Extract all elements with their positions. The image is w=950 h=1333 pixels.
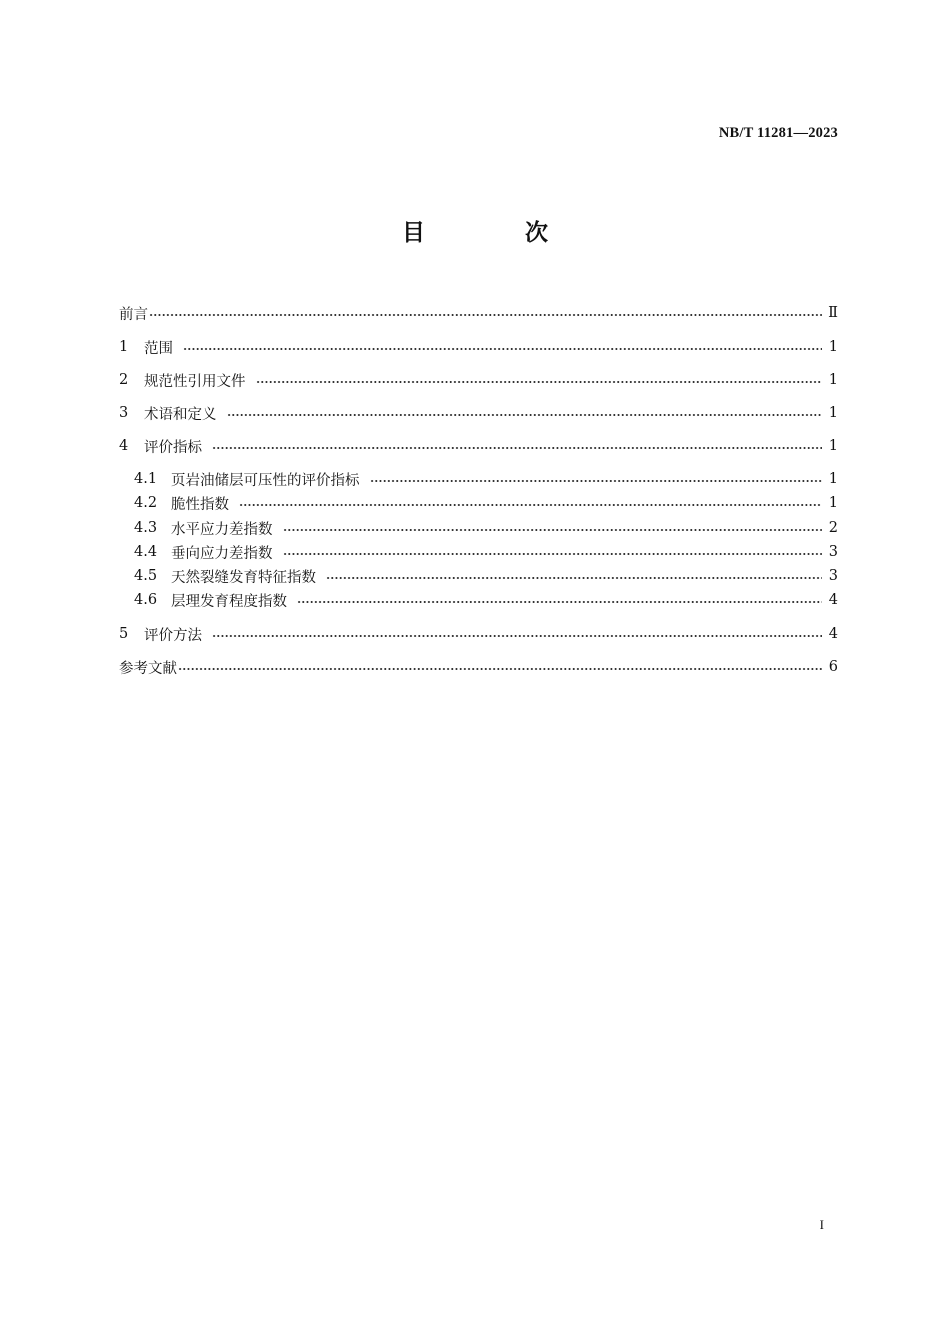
toc-label: 垂向应力差指数 (171, 545, 273, 562)
toc-label: 天然裂缝发育特征指数 (171, 569, 316, 586)
dot-leader (297, 600, 822, 604)
toc-page-number: 2 (828, 520, 838, 536)
toc-number: 3 (119, 405, 129, 421)
toc-number: 4.1 (134, 471, 158, 487)
toc-number: 4.2 (134, 495, 158, 511)
toc-page-number: 1 (828, 495, 838, 511)
dot-leader (212, 446, 822, 450)
toc-page-number: 6 (828, 659, 838, 675)
toc-page-number: 3 (828, 568, 838, 584)
toc-entry-5[interactable] (119, 623, 838, 645)
toc-entry-3[interactable] (119, 402, 838, 424)
toc-number: 4.4 (134, 544, 158, 560)
toc-entry-2[interactable] (119, 369, 838, 391)
dot-leader (227, 413, 823, 417)
toc-number: 2 (119, 372, 129, 388)
toc-label: 水平应力差指数 (171, 521, 273, 538)
toc-page-number: 3 (828, 544, 838, 560)
toc-page-number: 4 (828, 626, 838, 642)
dot-leader (326, 576, 822, 580)
toc-label: 层理发育程度指数 (171, 593, 287, 610)
toc-label: 前言 (119, 306, 148, 323)
page-title: 目 次 (401, 220, 594, 246)
toc-number: 4.6 (134, 592, 158, 608)
toc-number: 4.5 (134, 568, 158, 584)
standard-code: NB/T 11281—2023 (718, 125, 838, 141)
dot-leader (283, 528, 823, 532)
toc-number: 4.3 (134, 520, 158, 536)
toc-entry-4-3[interactable] (134, 517, 838, 539)
toc-page-number: 4 (828, 592, 838, 608)
toc-label: 参考文献 (119, 660, 177, 677)
dot-leader (149, 313, 822, 317)
dot-leader (239, 503, 822, 507)
toc-label: 术语和定义 (144, 406, 217, 423)
dot-leader (283, 552, 823, 556)
toc-label: 范围 (144, 340, 173, 357)
footer-page-number: I (819, 1217, 824, 1232)
toc-entry-1[interactable] (119, 336, 838, 358)
toc-entry-4-6[interactable] (134, 589, 838, 611)
toc-label: 页岩油储层可压性的评价指标 (171, 472, 360, 489)
toc-label: 脆性指数 (171, 496, 229, 513)
toc-page-number: 1 (828, 438, 838, 454)
toc-entry-4-5[interactable] (134, 565, 838, 587)
toc-page-number: 1 (828, 405, 838, 421)
toc-label: 评价指标 (144, 439, 202, 456)
toc-entry-4-2[interactable] (134, 492, 838, 514)
toc-label: 规范性引用文件 (144, 373, 246, 390)
dot-leader (370, 479, 823, 483)
toc-number: 4 (119, 438, 129, 454)
toc-entry-preface[interactable] (119, 302, 838, 324)
dot-leader (256, 380, 823, 384)
toc-number: 1 (119, 339, 129, 355)
dot-leader (178, 667, 822, 671)
dot-leader (183, 347, 822, 351)
toc-number: 5 (119, 626, 129, 642)
toc-label: 评价方法 (144, 627, 202, 644)
toc-page-number: 1 (828, 339, 838, 355)
toc-entry-4-4[interactable] (134, 541, 838, 563)
toc-page-number: 1 (828, 372, 838, 388)
toc-page-number: 1 (828, 471, 838, 487)
toc-entry-references[interactable] (119, 656, 838, 678)
toc-entry-4[interactable] (119, 435, 838, 457)
dot-leader (212, 634, 822, 638)
toc-entry-4-1[interactable] (134, 468, 838, 490)
toc-page-number: Ⅱ (828, 305, 838, 321)
